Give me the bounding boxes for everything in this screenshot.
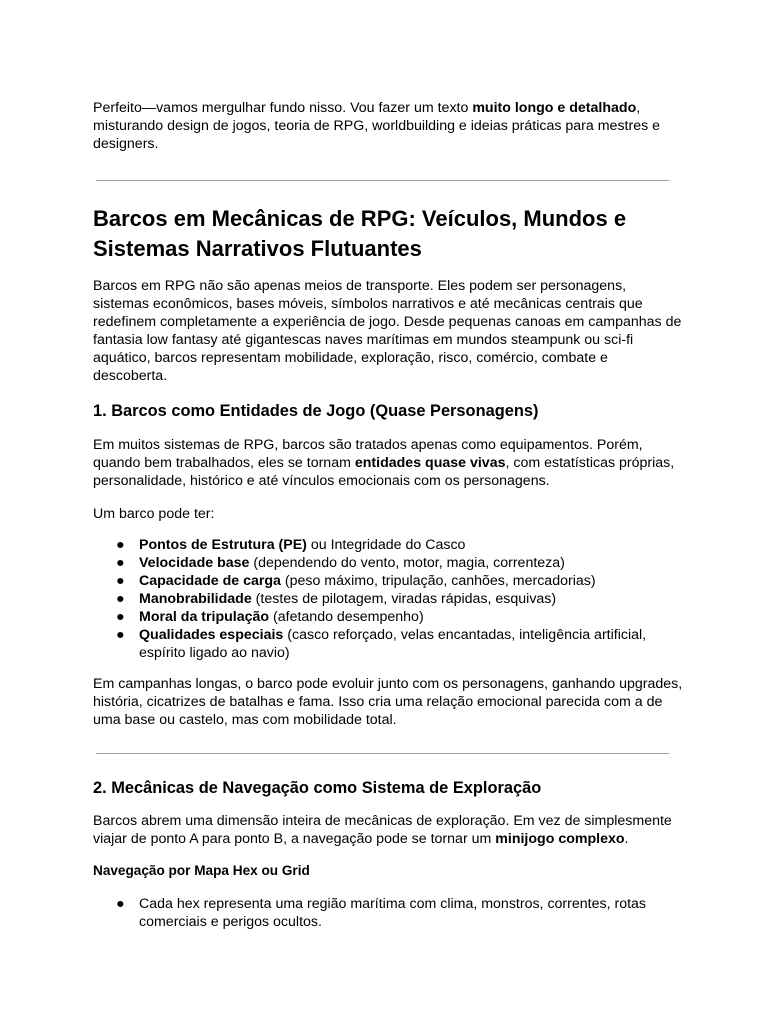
bullet-icon: ● [116,573,125,589]
section-1-closing: Em campanhas longas, o barco pode evoluir junto com os personagens, ganhando upgrades, história, cicatrizes de batalhas e fama. Isso cria uma relação emocional parecida com a de uma base ou castelo, mas com mobilidade total. [93,676,683,728]
list-item-text: (dependendo do vento, motor, magia, correnteza) [249,555,565,571]
section-2-text-end: . [624,831,629,847]
list-item-text: ou Integridade do Casco [306,537,466,553]
list-item-term: Qualidades especiais [139,627,284,643]
list-item-term: Velocidade base [139,555,250,571]
horizontal-rule [96,180,669,181]
section-2-emphasis: minijogo complexo [495,831,625,847]
bullet-icon: ● [116,591,125,607]
section-1-lead: Um barco pode ter: [93,506,215,522]
list-item-text: (afetando desempenho) [269,609,424,625]
section-1-emphasis: entidades quase vivas [354,455,506,471]
list-item [93,608,683,626]
intro-text-end: , misturando design de jogos, teoria de RPG, worldbuilding e ideias práticas para mestres e designers. [93,100,661,152]
bullet-icon: ● [116,609,125,625]
section-1-text-end: , com estatísticas próprias, personalidade, histórico e até vínculos emocionais com os personagens. [93,455,675,489]
bullet-icon: ● [116,537,125,553]
list-item [93,554,683,572]
section-1-paragraph [93,436,683,490]
list-item [93,626,683,662]
boat-attributes-list [93,536,683,662]
horizontal-rule [96,753,669,754]
overview-paragraph: Barcos em RPG não são apenas meios de transporte. Eles podem ser personagens, sistemas econômicos, bases móveis, símbolos narrativos e até mecânicas centrais que redefinem completamente a experiência de jogo. Desde pequenas canoas em campanhas de fantasia low fantasy até gigantescas naves marítimas em mundos steampunk ou sci-fi aquático, barcos representam mobilidade, exploração, risco, comércio, combate e descoberta. [93,278,682,384]
list-item [93,590,683,608]
section-2-text: Barcos abrem uma dimensão inteira de mecânicas de exploração. Em vez de simplesmente viajar de ponto A para ponto B, a navegação pode se tornar um [93,813,672,847]
list-item-term: Manobrabilidade [139,591,252,607]
bullet-icon: ● [116,627,125,643]
section-1-heading: 1. Barcos como Entidades de Jogo (Quase Personagens) [93,402,539,420]
page-title: Barcos em Mecânicas de RPG: Veículos, Mundos e Sistemas Narrativos Flutuantes [93,206,627,261]
list-item-text: (peso máximo, tripulação, canhões, mercadorias) [280,573,596,589]
list-item-text: Cada hex representa uma região marítima com clima, monstros, correntes, rotas comerciais e perigos ocultos. [139,896,647,930]
list-item-text: (casco reforçado, velas encantadas, inteligência artificial, espírito ligado ao navio) [139,627,647,661]
bullet-icon: ● [116,896,125,912]
section-1-text: Em muitos sistemas de RPG, barcos são tratados apenas como equipamentos. Porém, quando bem trabalhados, eles se tornam [93,437,643,471]
intro-text: Perfeito—vamos mergulhar fundo nisso. Vou fazer um texto [93,100,473,116]
intro-paragraph [93,99,683,153]
section-2-subheading: Navegação por Mapa Hex ou Grid [93,863,310,878]
list-item-text: (testes de pilotagem, viradas rápidas, esquivas) [251,591,557,607]
list-item-term: Moral da tripulação [139,609,270,625]
list-item [93,536,683,554]
section-2-paragraph [93,812,683,848]
list-item [93,895,683,931]
navigation-list [93,895,683,931]
bullet-icon: ● [116,555,125,571]
intro-emphasis: muito longo e detalhado [472,100,637,116]
list-item [93,572,683,590]
list-item-term: Capacidade de carga [139,573,281,589]
list-item-term: Pontos de Estrutura (PE) [139,537,307,553]
section-2-heading: 2. Mecânicas de Navegação como Sistema de Exploração [93,779,542,797]
